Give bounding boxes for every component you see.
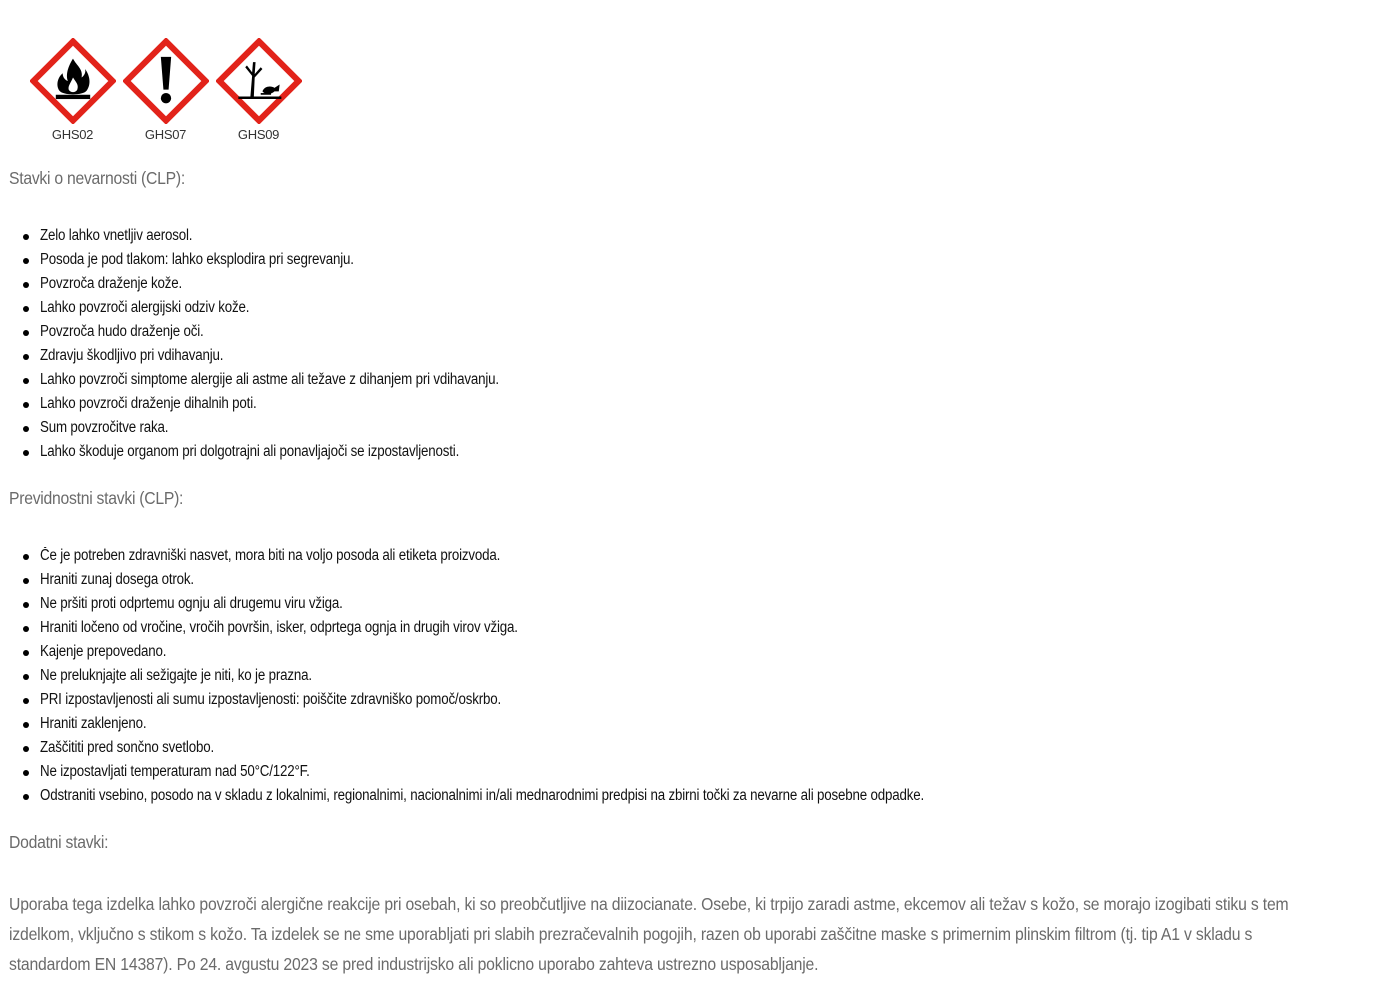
bullet	[23, 554, 29, 560]
bullet	[23, 746, 29, 752]
bullet	[23, 698, 29, 704]
bullet	[23, 674, 29, 680]
bullet	[23, 650, 29, 656]
exclamation-icon	[123, 38, 209, 124]
bullet	[23, 770, 29, 776]
additional-statements-paragraph: Uporaba tega izdelka lahko povzroči alergične reakcije pri osebah, ki so preobčutljive na diizocianate. Osebe, ki trpijo zaradi astme, ekcemov ali težav s kožo, se morajo izogibati stiku s tem izdelkom, vključno s stikom s kožo. Ta izdelek se ne sme uporabljati pri slabih prezračevalnih pogojih, razen ob uporabi zaščitne maske s primernim plinskim filtrom (tj. tip A1 v skladu s standardom EN 14387). Po 24. avgustu 2023 se pred industrijsko ali poklicno uporabo zahteva ustrezno usposabljanje.	[9, 894, 1289, 974]
ghs07-label: GHS07	[144, 127, 187, 142]
bullet	[23, 378, 29, 384]
hazard-statements-heading: Stavki o nevarnosti (CLP):	[9, 168, 185, 188]
ghs02-label: GHS02	[51, 127, 94, 142]
bullet	[23, 602, 29, 608]
bullet	[23, 402, 29, 408]
additional-statements-heading: Dodatni stavki:	[9, 832, 109, 852]
bullet	[23, 306, 29, 312]
bullet	[23, 626, 29, 632]
bullet	[23, 282, 29, 288]
bullet	[23, 354, 29, 360]
bullet	[23, 426, 29, 432]
environment-icon	[216, 38, 302, 124]
ghs-pictograms	[30, 38, 301, 142]
bullet	[23, 578, 29, 584]
bullet	[23, 330, 29, 336]
ghs09-pictogram	[216, 38, 301, 142]
precautionary-statements-heading: Previdnostni stavki (CLP):	[9, 488, 184, 508]
bullet	[23, 258, 29, 264]
ghs09-label: GHS09	[237, 127, 280, 142]
bullet	[23, 234, 29, 240]
ghs07-pictogram	[123, 38, 208, 142]
bullet	[23, 794, 29, 800]
bullet	[23, 722, 29, 728]
bullet	[23, 450, 29, 456]
flame-icon	[30, 38, 116, 124]
ghs02-pictogram	[30, 38, 115, 142]
